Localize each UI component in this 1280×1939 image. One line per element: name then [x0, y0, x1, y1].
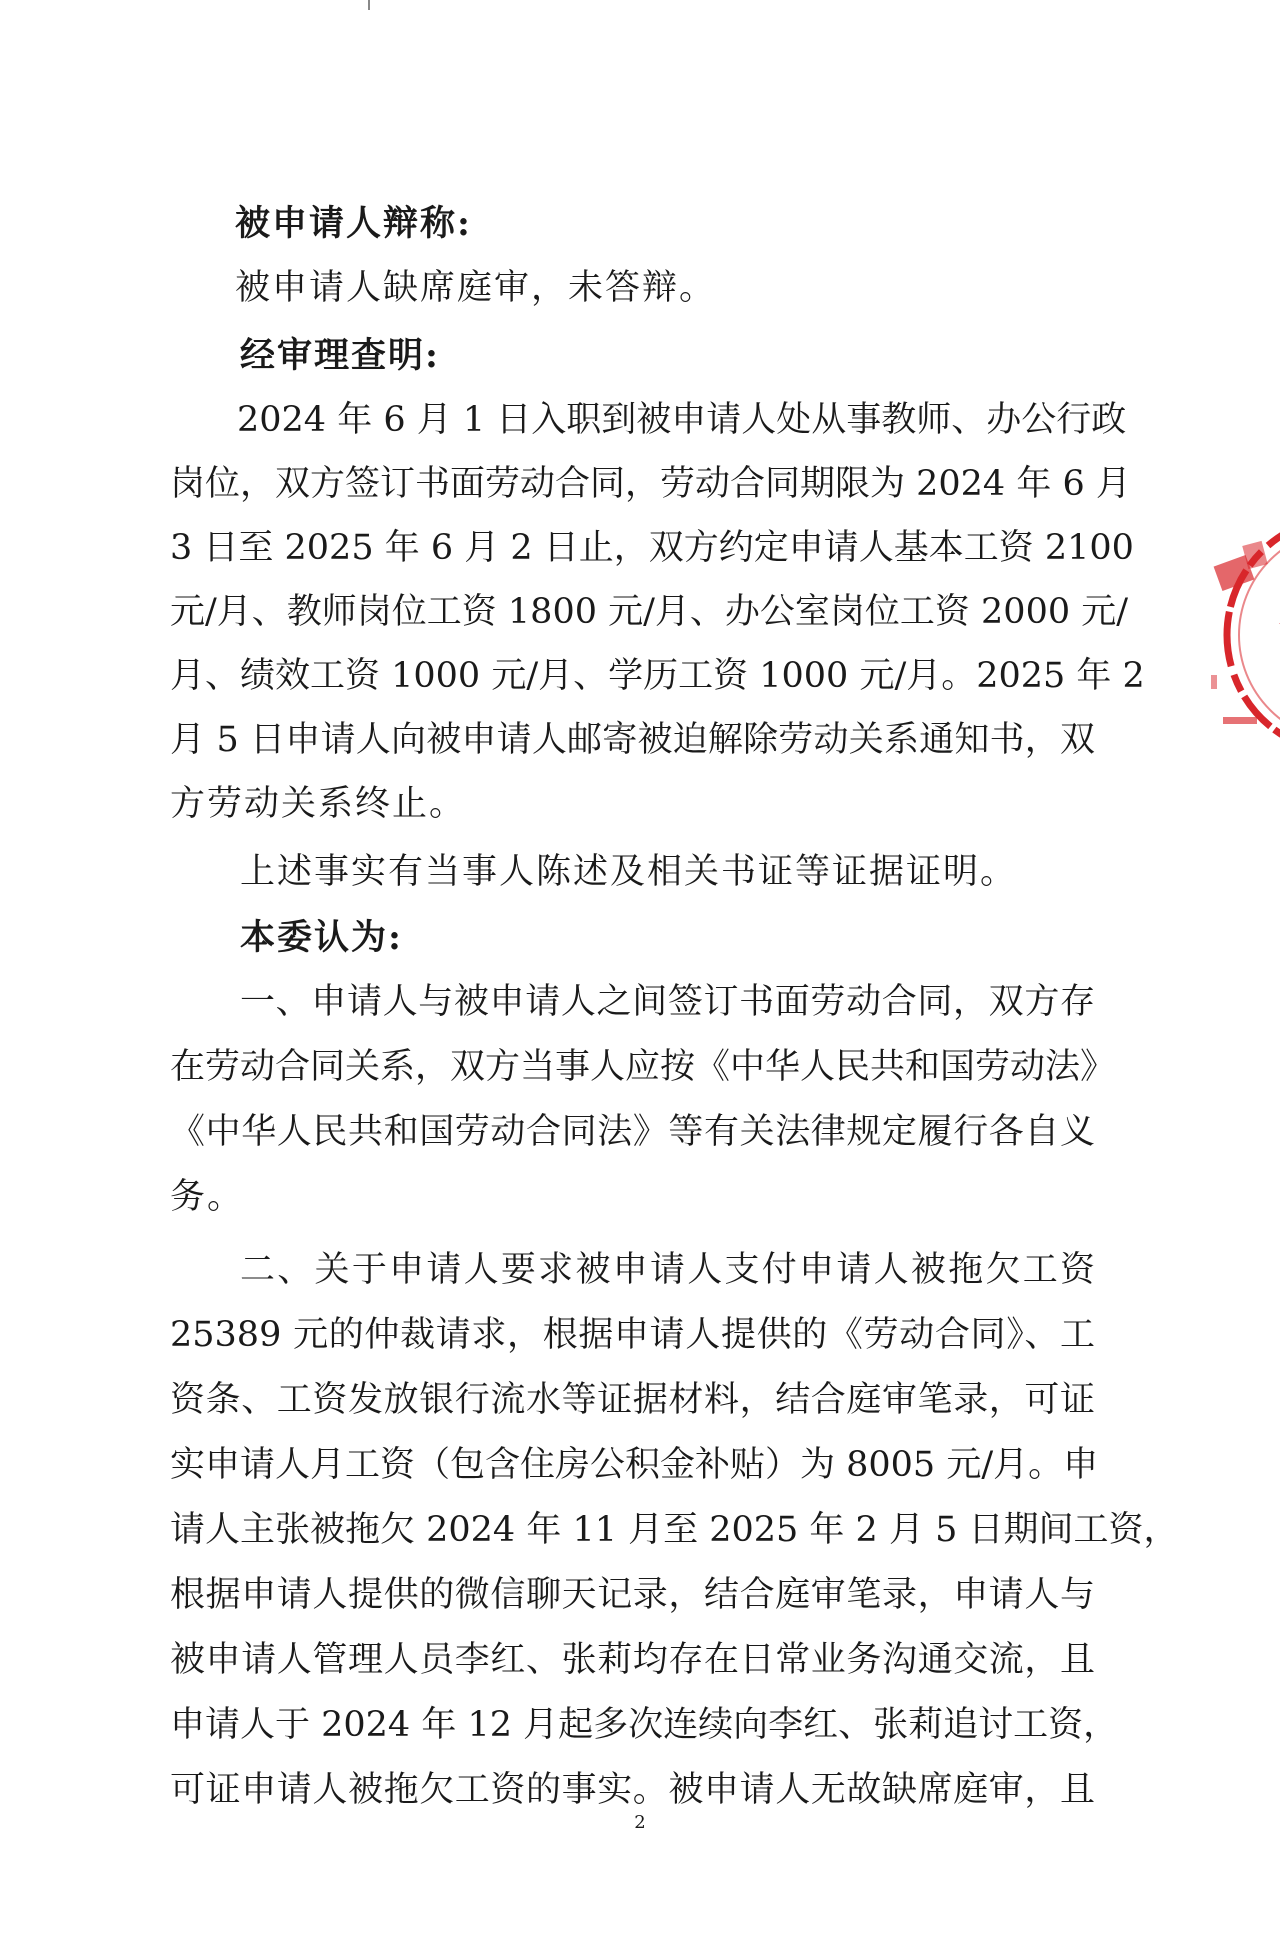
page-number: 2 — [634, 1812, 646, 1833]
opinion-2-line-3: 资条、工资发放银行流水等证据材料，结合庭审笔录，可证 — [170, 1380, 1095, 1420]
opinion-1-line-4: 务。 — [170, 1177, 245, 1217]
findings-line-4: 元/月、教师岗位工资 1800 元/月、办公室岗位工资 2000 元/ — [170, 592, 1129, 632]
findings-line-7: 方劳动关系终止。 — [170, 784, 467, 824]
opinion-2-line-7: 被申请人管理人员李红、张莉均存在日常业务沟通交流，且 — [170, 1640, 1095, 1680]
findings-line-1: 2024 年 6 月 1 日入职到被申请人处从事教师、办公行政 — [237, 400, 1127, 440]
respondent-defense-text: 被申请人缺席庭审，未答辩。 — [235, 268, 717, 308]
opinion-2-line-5: 请人主张被拖欠 2024 年 11 月至 2025 年 2 月 5 日期间工资， — [170, 1510, 1179, 1550]
official-seal-icon — [1205, 505, 1280, 765]
evidence-statement: 上述事实有当事人陈述及相关书证等证据证明。 — [240, 852, 1018, 892]
findings-line-2: 岗位，双方签订书面劳动合同，劳动合同期限为 2024 年 6 月 — [170, 464, 1131, 504]
findings-heading: 经审理查明: — [240, 335, 440, 376]
respondent-defense-heading: 被申请人辩称: — [235, 203, 472, 244]
opinion-2-line-9: 可证申请人被拖欠工资的事实。被申请人无故缺席庭审，且 — [170, 1770, 1095, 1810]
opinion-2-line-4: 实申请人月工资（包含住房公积金补贴）为 8005 元/月。申 — [170, 1445, 1099, 1485]
findings-line-5: 月、绩效工资 1000 元/月、学历工资 1000 元/月。2025 年 2 — [170, 656, 1145, 696]
findings-line-3: 3 日至 2025 年 6 月 2 日止，双方约定申请人基本工资 2100 — [170, 528, 1134, 568]
opinion-1-line-1: 一、申请人与被申请人之间签订书面劳动合同，双方存 — [240, 982, 1095, 1022]
opinion-2-line-2: 25389 元的仲裁请求，根据申请人提供的《劳动合同》、工 — [170, 1315, 1095, 1355]
opinion-2-line-6: 根据申请人提供的微信聊天记录，结合庭审笔录，申请人与 — [170, 1575, 1095, 1615]
opinion-2-line-8: 申请人于 2024 年 12 月起多次连续向李红、张莉追讨工资， — [170, 1705, 1119, 1745]
opinion-2-line-1: 二、关于申请人要求被申请人支付申请人被拖欠工资 — [240, 1250, 1095, 1290]
findings-line-6: 月 5 日申请人向被申请人邮寄被迫解除劳动关系通知书，双 — [170, 720, 1095, 760]
opinion-1-line-3: 《中华人民共和国劳动合同法》等有关法律规定履行各自义 — [170, 1112, 1095, 1152]
scan-mark — [368, 0, 370, 10]
opinion-1-line-2: 在劳动合同关系，双方当事人应按《中华人民共和国劳动法》 — [170, 1047, 1116, 1087]
committee-opinion-heading: 本委认为: — [240, 917, 403, 958]
